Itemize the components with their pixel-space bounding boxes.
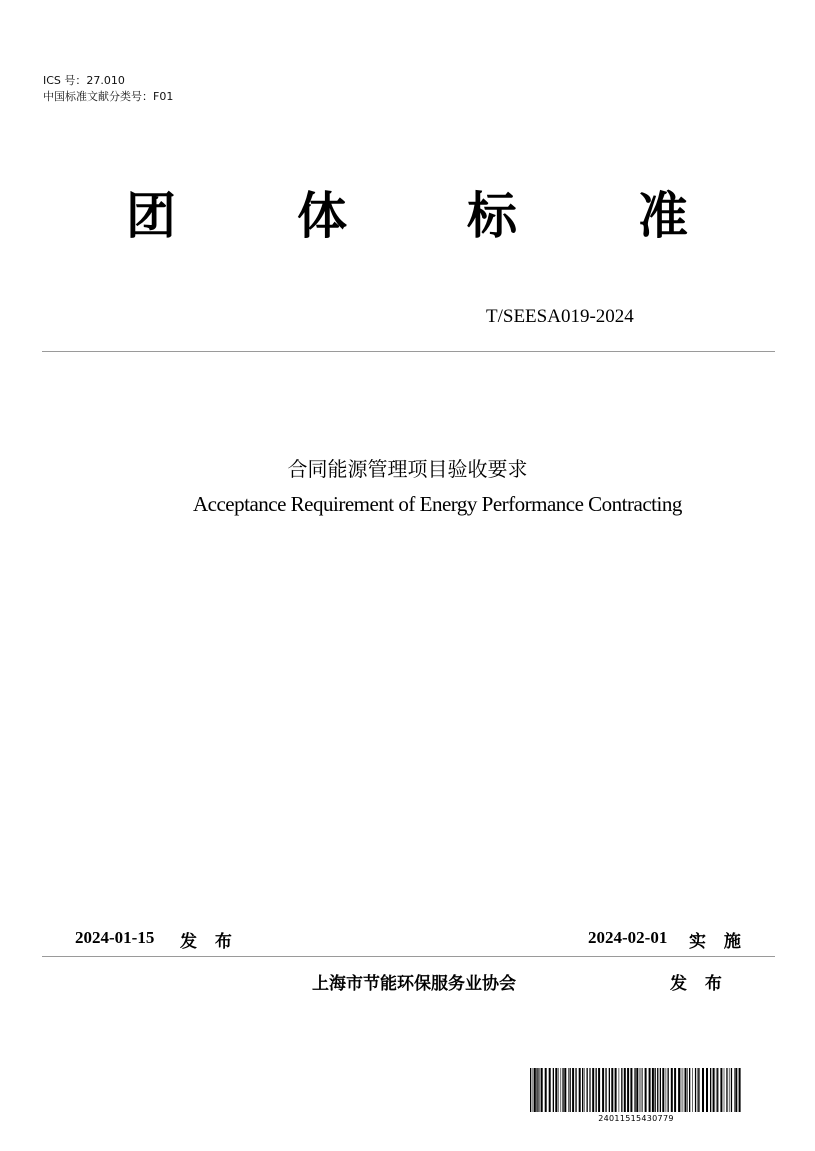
barcode-bar [681,1068,682,1112]
barcode-bar [685,1068,687,1112]
barcode-bar [598,1068,600,1112]
barcode-bar [640,1068,641,1112]
barcode-bar [584,1068,585,1112]
barcode-bar [589,1068,590,1112]
barcode-bar [602,1068,604,1112]
publisher-name: 上海市节能环保服务业协会 [312,974,516,994]
barcode-bar [630,1068,632,1112]
barcode-bar [678,1068,680,1112]
barcode-image [530,1068,742,1112]
publish-date: 2024-01-15 [75,928,155,947]
barcode-bar [545,1068,547,1112]
barcode-bar [549,1068,551,1112]
barcode-bar [615,1068,617,1112]
bottom-divider [42,956,775,957]
barcode-bar [555,1068,557,1112]
barcode-bar [666,1068,667,1112]
barcode-bar [734,1068,735,1112]
barcode-bar [641,1068,642,1112]
top-divider [42,351,775,352]
barcode-number: 24011515430779 [598,1114,674,1123]
barcode-bar [695,1068,696,1112]
barcode-bar [692,1068,693,1112]
barcode-bar [561,1068,562,1112]
barcode-bar [642,1068,643,1112]
barcode-bar [710,1068,711,1112]
barcode-bar [726,1068,727,1112]
barcode-bar [621,1068,622,1112]
barcode-bar [572,1068,574,1112]
barcode-bar [541,1068,543,1112]
barcode-bar [553,1068,554,1112]
barcode-bar [579,1068,581,1112]
barcode-bar [702,1068,704,1112]
barcode-bar [536,1068,537,1112]
barcode-bar [634,1068,635,1112]
implement-label: 实 施 [689,932,747,952]
implement-date: 2024-02-01 [588,928,668,947]
barcode-bar [731,1068,732,1112]
barcode-bar [706,1068,708,1112]
barcode-bar [587,1068,588,1112]
publish-label: 发 布 [180,932,238,952]
publisher-label: 发 布 [670,974,728,994]
barcode-bar [605,1068,606,1112]
barcode-bar [739,1068,741,1112]
barcode-bar [713,1068,715,1112]
barcode-bar [649,1068,651,1112]
heading-char-1: 团 [126,187,176,245]
barcode-bar [735,1068,737,1112]
barcode-bar [662,1068,664,1112]
heading-char-4: 准 [638,187,688,245]
barcode-bar [624,1068,626,1112]
title-english: Acceptance Requirement of Energy Performance Contracting [193,492,682,516]
barcode-bar [568,1068,569,1112]
barcode-bar [717,1068,718,1112]
barcode-bar [590,1068,591,1112]
barcode-bar [674,1068,676,1112]
barcode-bar [609,1068,610,1112]
standard-code: T/SEESA019-2024 [486,306,634,327]
barcode-bar [720,1068,722,1112]
barcode-bar [724,1068,725,1112]
barcode-bar [668,1068,669,1112]
barcode-bar [683,1068,684,1112]
barcode-bar [558,1068,559,1112]
barcode-bar [729,1068,730,1112]
barcode-bar [596,1068,597,1112]
barcode-bar [538,1068,539,1112]
heading-char-2: 体 [297,187,347,245]
barcode-bar [660,1068,661,1112]
barcode-bar [657,1068,658,1112]
heading-char-3: 标 [467,187,517,245]
barcode-bar [611,1068,613,1112]
barcode-bar [540,1068,541,1112]
barcode-bar [570,1068,571,1112]
barcode-bar [699,1068,700,1112]
barcode-bar [645,1068,647,1112]
barcode-bar [562,1068,563,1112]
barcode-bar [564,1068,566,1112]
barcode-bar [698,1068,699,1112]
barcode-bar [655,1068,656,1112]
barcode-bar [687,1068,688,1112]
barcode-bar [582,1068,583,1112]
ics-number: ICS 号：27.010 [43,74,125,87]
barcode-bar [530,1068,531,1112]
barcode-bar [716,1068,717,1112]
barcode-bar [671,1068,673,1112]
barcode-bar [636,1068,638,1112]
barcode-bar [533,1068,534,1112]
barcode-bar [652,1068,654,1112]
barcode-bar [534,1068,536,1112]
barcode-bar [619,1068,620,1112]
title-chinese: 合同能源管理项目验收要求 [287,457,528,481]
barcode-bar [689,1068,690,1112]
barcode-bar [575,1068,576,1112]
barcode-bar [627,1068,629,1112]
barcode-bar [592,1068,594,1112]
ccs-number: 中国标准文献分类号：F01 [43,90,174,103]
